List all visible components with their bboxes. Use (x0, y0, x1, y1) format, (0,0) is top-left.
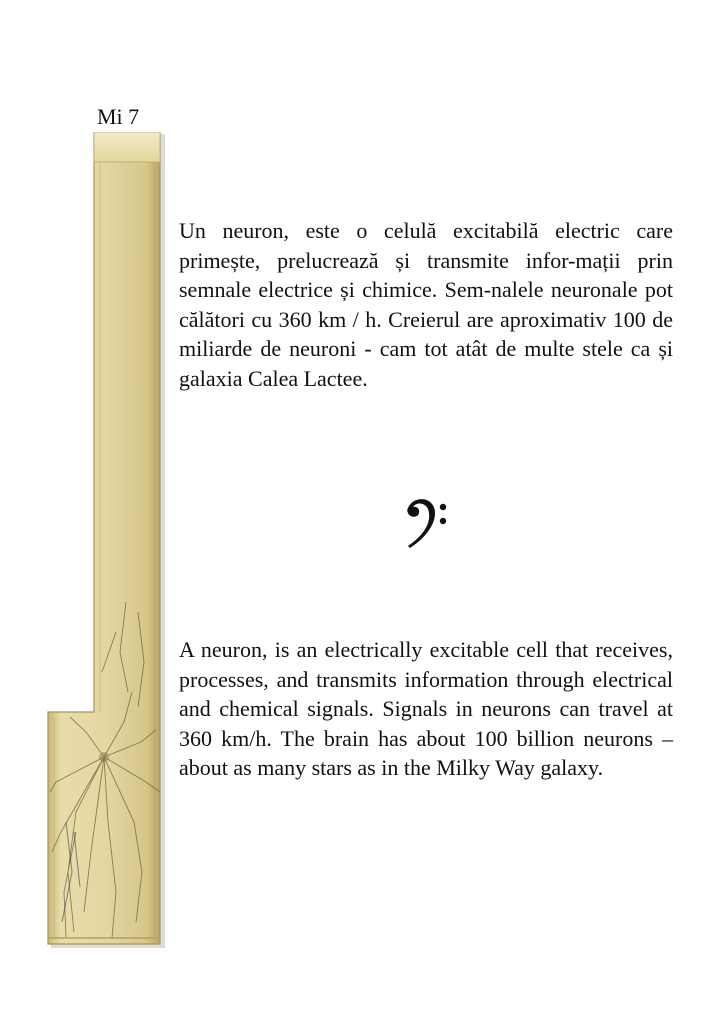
bass-clef-icon (402, 494, 452, 554)
romanian-paragraph: Un neuron, este o celulă excitabilă electric care primește, prelucrează și transmite infor-mații prin semnale electrice și chimice. Sem-nalele neuronale pot călători cu 360 km / h. Creierul are aproximativ 100 de miliarde de neuroni - cam tot atât de multe stele ca și galaxia Calea Lactee. (179, 218, 673, 391)
key-label: Mi 7 (97, 104, 140, 129)
piano-key-cracked-icon (46, 132, 166, 952)
english-paragraph: A neuron, is an electrically excitable cell that receives, processes, and transmits information through electrical and chemical signals. Signals in neurons can travel at 360 km/h. The brain has about 100 billion neurons – about as many stars as in the Milky Way galaxy. (179, 637, 673, 780)
